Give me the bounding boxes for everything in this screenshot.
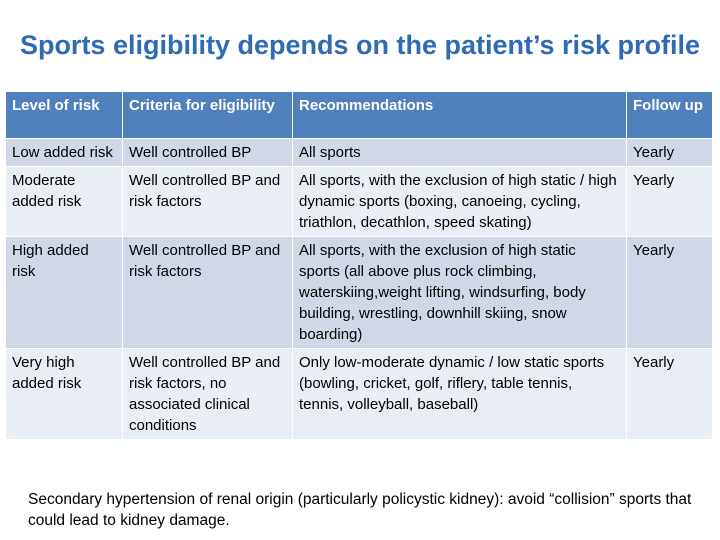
cell-level: Moderate added risk bbox=[6, 167, 123, 237]
table-row bbox=[6, 349, 713, 440]
cell-criteria: Well controlled BP and risk factors bbox=[123, 167, 293, 237]
cell-follow-up: Yearly bbox=[627, 237, 713, 349]
cell-criteria: Well controlled BP and risk factors bbox=[123, 237, 293, 349]
footnote: Secondary hypertension of renal origin (particularly policystic kidney): avoid “collision” sports that could lead to kidney damage. bbox=[28, 491, 692, 529]
table-row bbox=[6, 167, 713, 237]
cell-recommendation: All sports bbox=[293, 139, 627, 167]
header-criteria: Criteria for eligibility bbox=[123, 92, 293, 139]
table-row bbox=[6, 237, 713, 349]
cell-level: Low added risk bbox=[6, 139, 123, 167]
cell-level: High added risk bbox=[6, 237, 123, 349]
header-recommendations: Recommendations bbox=[293, 92, 627, 139]
header-level-of-risk: Level of risk bbox=[6, 92, 123, 139]
cell-follow-up: Yearly bbox=[627, 139, 713, 167]
cell-criteria: Well controlled BP and risk factors, no associated clinical conditions bbox=[123, 349, 293, 440]
cell-criteria: Well controlled BP bbox=[123, 139, 293, 167]
table-header-row bbox=[6, 92, 713, 139]
cell-follow-up: Yearly bbox=[627, 167, 713, 237]
cell-level: Very high added risk bbox=[6, 349, 123, 440]
cell-recommendation: Only low-moderate dynamic / low static sports (bowling, cricket, golf, riflery, table tennis, tennis, volleyball, baseball) bbox=[293, 349, 627, 440]
slide-title: Sports eligibility depends on the patient’s risk profile bbox=[19, 30, 701, 60]
cell-recommendation: All sports, with the exclusion of high static / high dynamic sports (boxing, canoeing, cycling, triathlon, decathlon, speed skating) bbox=[293, 167, 627, 237]
cell-recommendation: All sports, with the exclusion of high static sports (all above plus rock climbing, waterskiing,weight lifting, windsurfing, body building, wrestling, downhill skiing, snow boarding) bbox=[293, 237, 627, 349]
risk-table bbox=[5, 91, 713, 440]
cell-follow-up: Yearly bbox=[627, 349, 713, 440]
header-follow-up: Follow up bbox=[627, 92, 713, 139]
table-row bbox=[6, 139, 713, 167]
